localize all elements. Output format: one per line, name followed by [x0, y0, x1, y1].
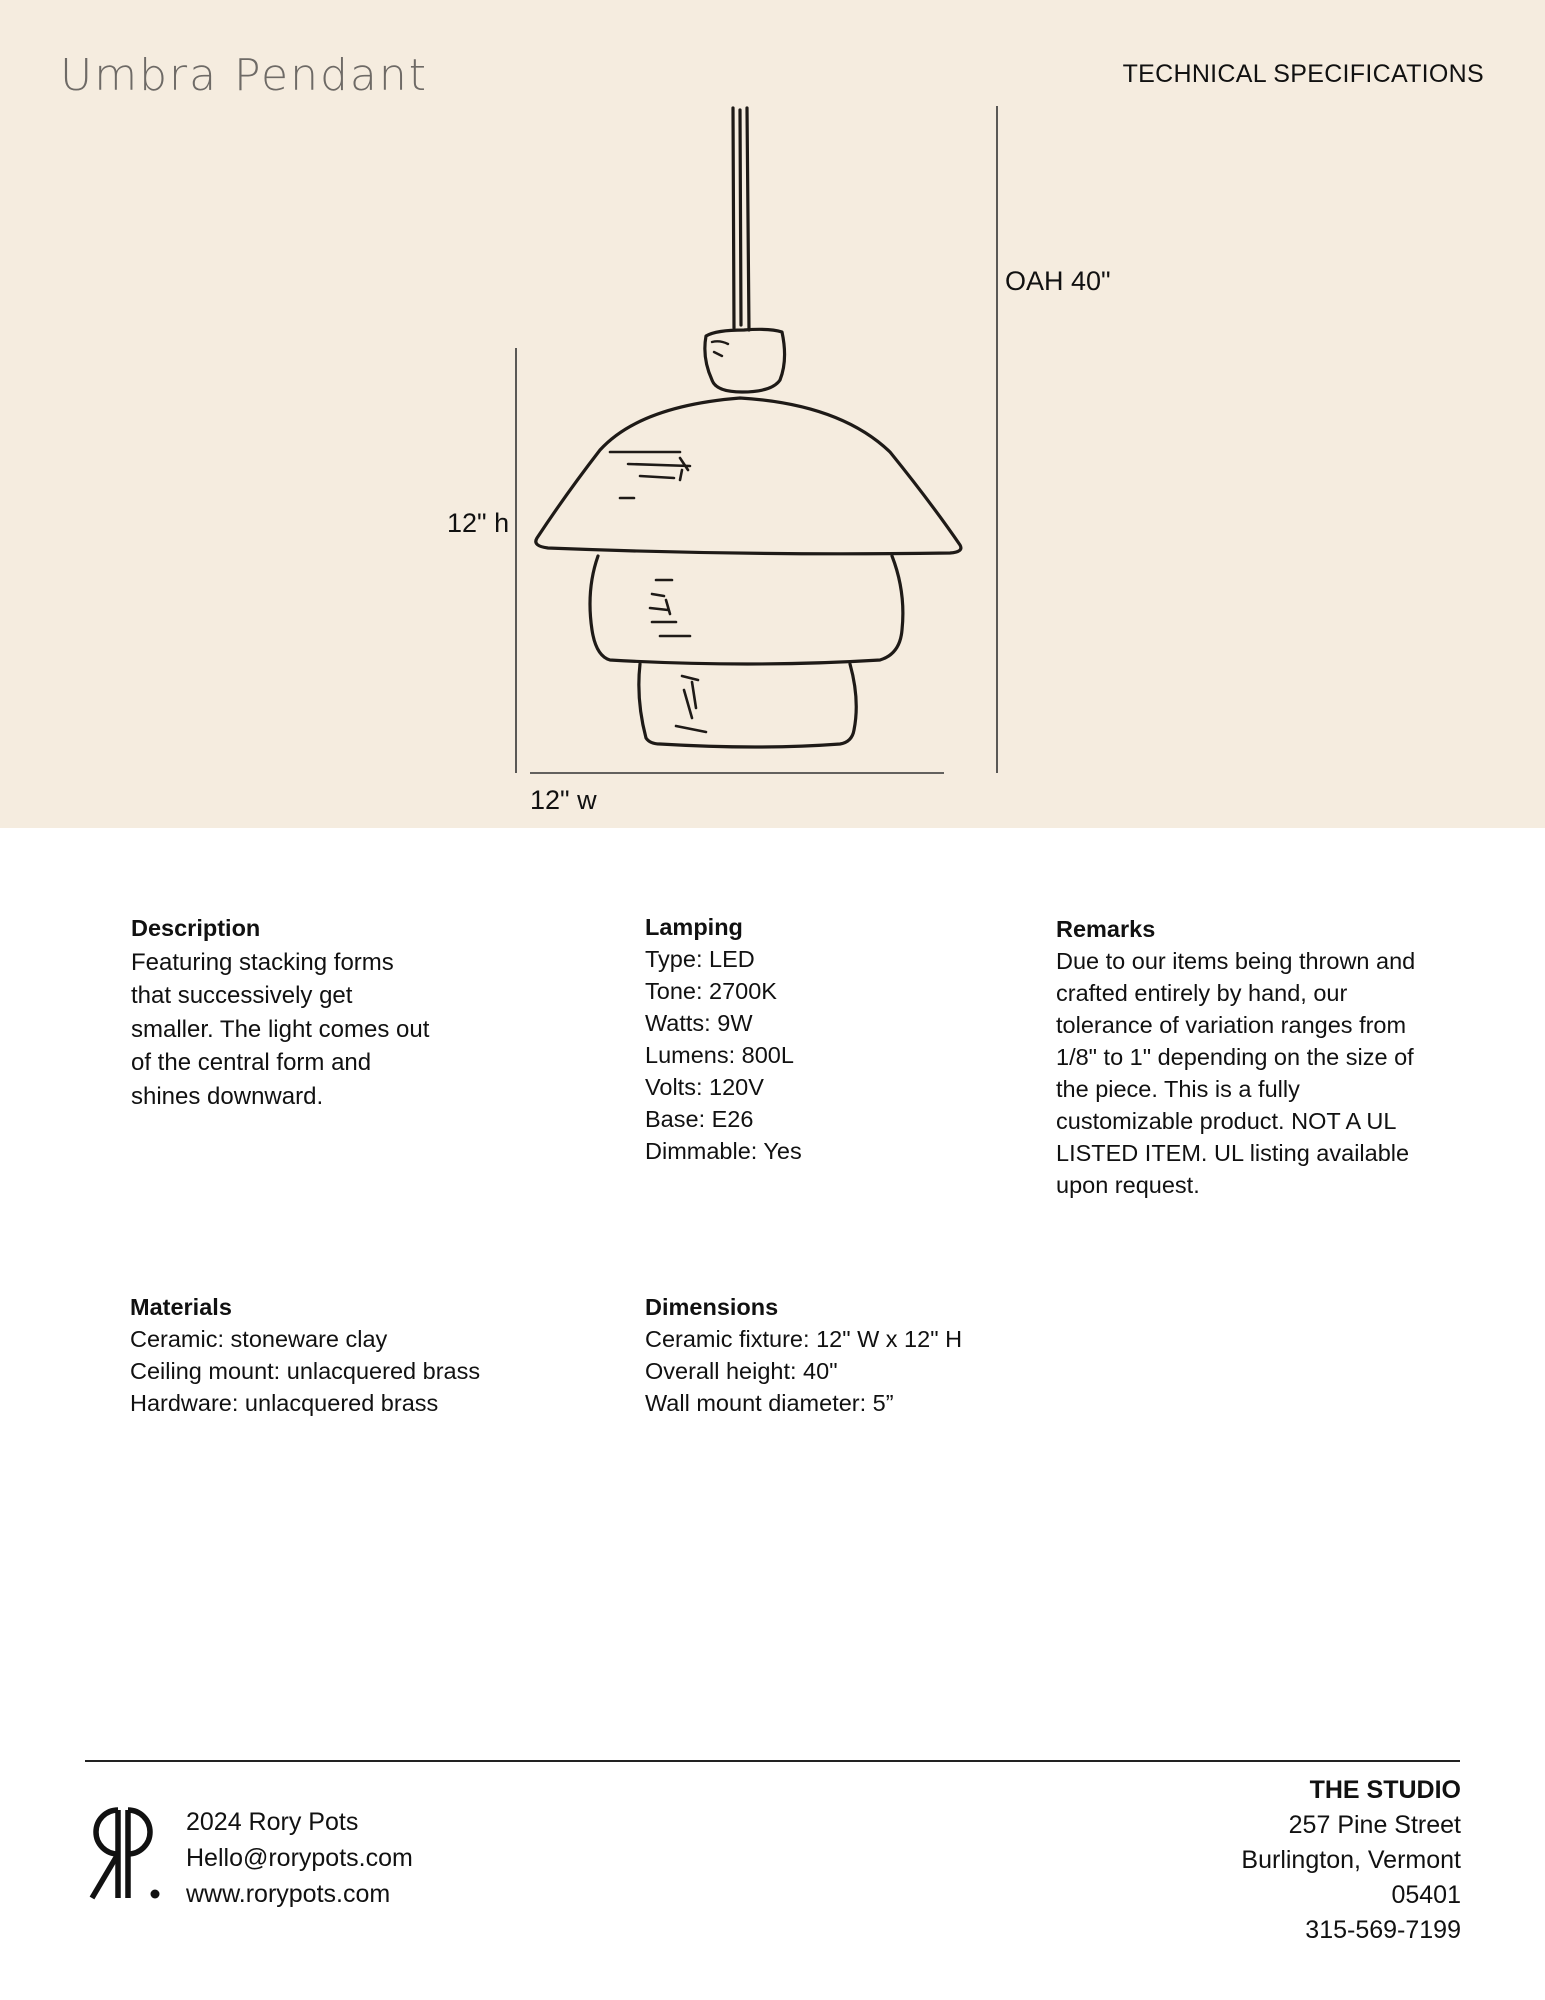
remarks-line: upon request.	[1056, 1172, 1200, 1198]
middle-tier-sketch	[650, 580, 690, 636]
top-shade-sketch	[610, 452, 690, 498]
pendant-lamp	[536, 108, 961, 747]
middle-tier	[590, 556, 903, 664]
description-heading: Description	[131, 915, 261, 941]
materials-heading: Materials	[130, 1294, 232, 1320]
remarks-line: tolerance of variation ranges from	[1056, 1012, 1407, 1038]
remarks-line: the piece. This is a fully	[1056, 1076, 1300, 1102]
page-title: Umbra Pendant	[60, 50, 428, 101]
email-link[interactable]: Hello@rorypots.com	[186, 1844, 413, 1872]
website-link[interactable]: www.rorypots.com	[186, 1880, 391, 1908]
ceiling-canopy	[705, 329, 785, 392]
lamping-line: Lumens: 800L	[645, 1042, 794, 1068]
remarks-line: LISTED ITEM. UL listing available	[1056, 1140, 1410, 1166]
studio-line: 257 Pine Street	[1288, 1811, 1461, 1839]
materials-section	[130, 1291, 480, 1419]
studio-address	[1241, 1773, 1461, 1948]
remarks-line: customizable product. NOT A UL	[1056, 1108, 1397, 1134]
overall-height-label: OAH 40"	[1005, 266, 1111, 296]
canopy-detail	[712, 341, 728, 356]
lamping-line: Watts: 9W	[645, 1010, 753, 1036]
remarks-line: crafted entirely by hand, our	[1056, 980, 1348, 1006]
footer-divider	[85, 1760, 1460, 1762]
remarks-line: Due to our items being thrown and	[1056, 948, 1416, 974]
lamping-line: Tone: 2700K	[645, 978, 777, 1004]
copyright-text: 2024 Rory Pots	[186, 1808, 359, 1836]
remarks-heading: Remarks	[1056, 916, 1156, 942]
pendant-cord	[733, 108, 749, 330]
rory-pots-logo	[78, 1806, 166, 1902]
materials-line: Ceramic: stoneware clay	[130, 1326, 388, 1352]
remarks-line: 1/8" to 1" depending on the size of	[1056, 1044, 1414, 1070]
remarks-section	[1056, 913, 1415, 1201]
dimensions-heading: Dimensions	[645, 1294, 779, 1320]
lamping-line: Volts: 120V	[645, 1074, 764, 1100]
lamping-line: Type: LED	[645, 946, 755, 972]
pendant-drawing	[0, 0, 1545, 828]
lamping-section	[645, 911, 802, 1167]
dimensions-line: Ceramic fixture: 12" W x 12" H	[645, 1326, 963, 1352]
contact-info	[186, 1804, 413, 1912]
lamping-line: Dimmable: Yes	[645, 1138, 802, 1164]
fixture-height-label: 12" h	[447, 508, 510, 538]
studio-heading: THE STUDIO	[1309, 1776, 1461, 1804]
bottom-tier	[639, 664, 856, 747]
description-line: of the central form and	[131, 1049, 372, 1076]
studio-phone: 315-569-7199	[1305, 1916, 1461, 1944]
materials-line: Ceiling mount: unlacquered brass	[130, 1358, 481, 1384]
description-line: that successively get	[131, 982, 353, 1009]
lamping-line: Base: E26	[645, 1106, 754, 1132]
dimensions-line: Overall height: 40"	[645, 1358, 838, 1384]
top-shade	[536, 398, 961, 554]
dimensions-section	[645, 1291, 962, 1419]
studio-line: Burlington, Vermont	[1241, 1846, 1461, 1874]
lamping-heading: Lamping	[645, 914, 743, 940]
bottom-tier-sketch	[676, 676, 706, 732]
materials-line: Hardware: unlacquered brass	[130, 1390, 439, 1416]
description-line: shines downward.	[131, 1082, 324, 1110]
page-subtitle: TECHNICAL SPECIFICATIONS	[1122, 60, 1484, 88]
studio-line: 05401	[1391, 1881, 1461, 1909]
description-line: Featuring stacking forms	[131, 948, 394, 976]
dimension-lines	[516, 106, 997, 773]
description-section	[131, 912, 429, 1113]
dimensions-line: Wall mount diameter: 5”	[645, 1390, 894, 1416]
description-line: smaller. The light comes out	[131, 1015, 430, 1043]
fixture-width-label: 12" w	[530, 785, 597, 815]
